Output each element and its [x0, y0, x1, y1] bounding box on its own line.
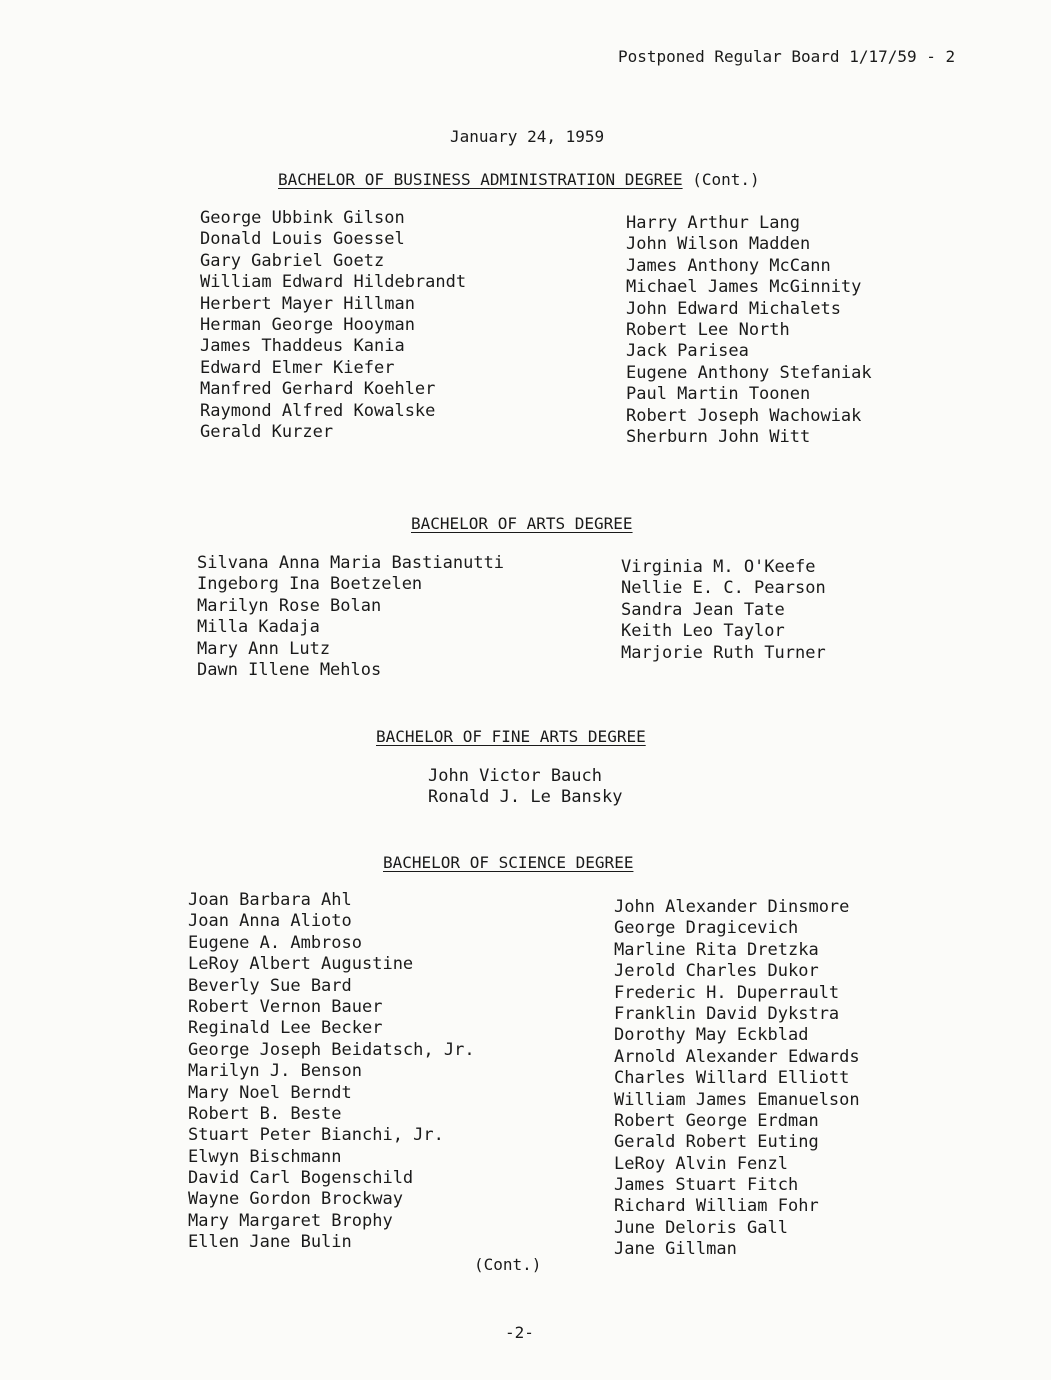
list-item: Robert Joseph Wachowiak	[626, 405, 862, 426]
list-item: Dorothy May Eckblad	[614, 1025, 809, 1046]
list-item: Marilyn Rose Bolan	[197, 595, 382, 616]
list-item: Edward Elmer Kiefer	[200, 357, 395, 378]
list-item: Donald Louis Goessel	[200, 229, 405, 250]
list-item: Joan Barbara Ahl	[188, 890, 352, 910]
list-item: Virginia M. O'Keefe	[621, 557, 816, 577]
bs-left-column	[188, 890, 475, 1254]
list-item: John Alexander Dinsmore	[614, 897, 850, 917]
list-item: James Anthony McCann	[626, 255, 831, 276]
list-item: Reginald Lee Becker	[188, 1018, 383, 1039]
bba-right-column	[626, 213, 872, 448]
list-item: Eugene Anthony Stefaniak	[626, 362, 872, 383]
list-item: Mary Noel Berndt	[188, 1082, 352, 1103]
list-item: George Joseph Beidatsch, Jr.	[188, 1039, 475, 1060]
list-item: Robert Lee North	[626, 319, 790, 340]
list-item: June Deloris Gall	[614, 1217, 788, 1238]
list-item: Elwyn Bischmann	[188, 1146, 342, 1167]
list-item: Robert Vernon Bauer	[188, 996, 383, 1017]
list-item: Jerold Charles Dukor	[614, 961, 819, 982]
list-item: Harry Arthur Lang	[626, 213, 800, 233]
bba-left-column	[200, 208, 466, 443]
list-item: William James Emanuelson	[614, 1089, 860, 1110]
list-item: Frederic H. Duperrault	[614, 982, 840, 1003]
list-item: John Victor Bauch	[428, 766, 602, 786]
ba-left-column	[197, 553, 504, 681]
list-item: Arnold Alexander Edwards	[614, 1046, 860, 1067]
section-heading-bs	[383, 853, 633, 872]
list-item: Gary Gabriel Goetz	[200, 250, 385, 271]
list-item: Jack Parisea	[626, 341, 749, 362]
document-date: January 24, 1959	[450, 127, 605, 146]
continued-note: (Cont.)	[474, 1255, 542, 1274]
list-item: Wayne Gordon Brockway	[188, 1189, 403, 1210]
list-item: Marjorie Ruth Turner	[621, 642, 826, 663]
list-item: Beverly Sue Bard	[188, 975, 352, 996]
section-heading-ba	[411, 514, 633, 533]
heading-text: BACHELOR OF SCIENCE DEGREE	[383, 853, 634, 872]
list-item: Ingeborg Ina Boetzelen	[197, 574, 423, 595]
page-header: Postponed Regular Board 1/17/59 - 2	[618, 47, 956, 66]
heading-text: BACHELOR OF BUSINESS ADMINISTRATION DEGREE	[278, 170, 683, 189]
list-item: David Carl Bogenschild	[188, 1168, 414, 1189]
list-item: Ronald J. Le Bansky	[428, 787, 623, 808]
list-item: Richard William Fohr	[614, 1196, 819, 1217]
list-item: Joan Anna Alioto	[188, 911, 352, 932]
list-item: Sandra Jean Tate	[621, 599, 785, 620]
list-item: Eugene A. Ambroso	[188, 932, 362, 953]
list-item: Franklin David Dykstra	[614, 1003, 840, 1024]
list-item: Mary Ann Lutz	[197, 638, 331, 659]
list-item: Robert George Erdman	[614, 1110, 819, 1131]
heading-text: BACHELOR OF FINE ARTS DEGREE	[376, 727, 646, 746]
list-item: Dawn Illene Mehlos	[197, 659, 382, 680]
list-item: Gerald Kurzer	[200, 421, 334, 442]
list-item: John Edward Michalets	[626, 298, 841, 319]
list-item: Michael James McGinnity	[626, 277, 862, 298]
list-item: Marline Rita Dretzka	[614, 939, 819, 960]
list-item: Jane Gillman	[614, 1239, 737, 1260]
list-item: Manfred Gerhard Koehler	[200, 379, 436, 400]
list-item: LeRoy Alvin Fenzl	[614, 1153, 788, 1174]
list-item: Stuart Peter Bianchi, Jr.	[188, 1125, 444, 1146]
list-item: Herbert Mayer Hillman	[200, 293, 415, 314]
list-item: Ellen Jane Bulin	[188, 1232, 352, 1253]
list-item: George Dragicevich	[614, 918, 799, 939]
list-item: Keith Leo Taylor	[621, 621, 785, 642]
list-item: Milla Kadaja	[197, 617, 320, 638]
section-heading-bba	[278, 170, 760, 189]
ba-right-column	[621, 557, 826, 664]
list-item: Robert B. Beste	[188, 1103, 342, 1124]
list-item: James Stuart Fitch	[614, 1175, 799, 1196]
heading-suffix: (Cont.)	[692, 170, 760, 189]
list-item: John Wilson Madden	[626, 234, 811, 255]
list-item: Nellie E. C. Pearson	[621, 578, 826, 599]
page-number: -2-	[505, 1323, 534, 1342]
list-item: Charles Willard Elliott	[614, 1068, 850, 1089]
list-item: James Thaddeus Kania	[200, 336, 405, 357]
bfa-column	[428, 766, 622, 809]
list-item: George Ubbink Gilson	[200, 208, 405, 228]
list-item: Sherburn John Witt	[626, 426, 811, 447]
list-item: Mary Margaret Brophy	[188, 1210, 393, 1231]
list-item: Herman George Hooyman	[200, 314, 415, 335]
list-item: Raymond Alfred Kowalske	[200, 400, 436, 421]
list-item: William Edward Hildebrandt	[200, 272, 467, 293]
list-item: Silvana Anna Maria Bastianutti	[197, 553, 505, 573]
list-item: LeRoy Albert Augustine	[188, 954, 414, 975]
section-heading-bfa	[376, 727, 646, 746]
bs-right-column	[614, 897, 860, 1261]
list-item: Marilyn J. Benson	[188, 1061, 362, 1082]
heading-text: BACHELOR OF ARTS DEGREE	[411, 514, 633, 533]
list-item: Gerald Robert Euting	[614, 1132, 819, 1153]
list-item: Paul Martin Toonen	[626, 384, 811, 405]
